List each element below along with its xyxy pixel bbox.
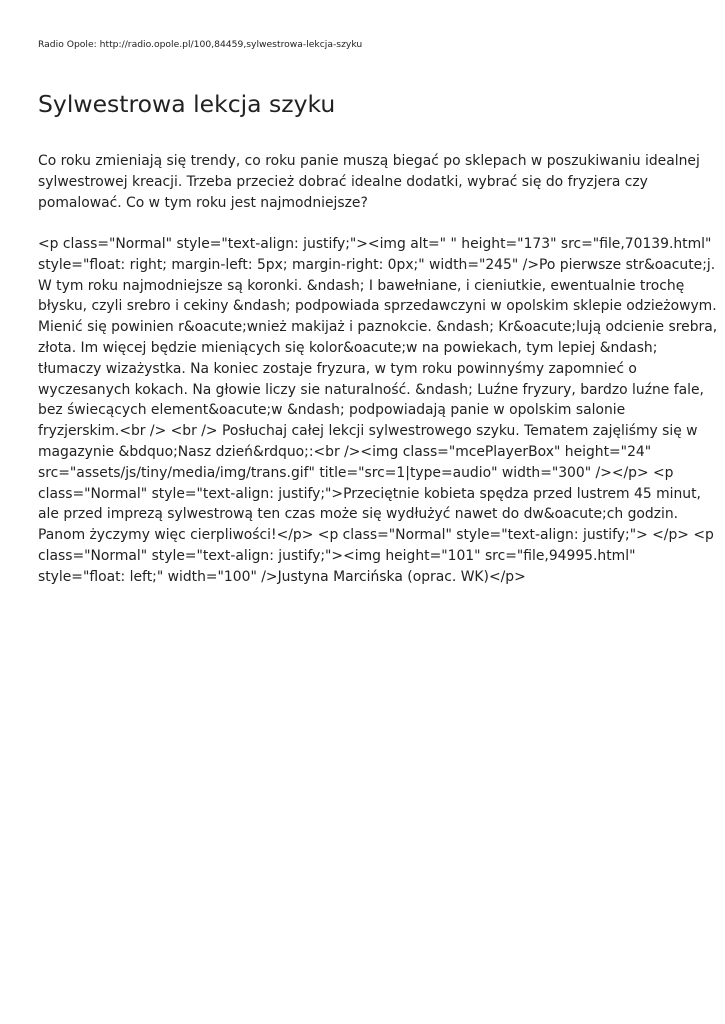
body-line: magazynie &bdquo;Nasz dzień&rdquo;:<br /><img class="mcePlayerBox" height="24" — [38, 443, 652, 460]
body-line: Mienić się powinien r&oacute;wnież makijaż i paznokcie. &ndash; Kr&oacute;lują odcienie srebra, — [38, 319, 718, 336]
body-line: tłumaczy wizażystka. Na koniec zostaje fryzura, w tym roku powinnyśmy zapomnieć o — [38, 360, 637, 377]
body-line: W tym roku najmodniejsze są koronki. &ndash; I bawełniane, i cieniutkie, ewentualnie trochę — [38, 277, 685, 294]
body-line: <p class="Normal" style="text-align: justify;"><img alt=" " height="173" src="file,70139.html" — [38, 236, 712, 252]
body-line: class="Normal" style="text-align: justify;">Przeciętnie kobieta spędza przed lustrem 45 minut, — [38, 485, 701, 502]
body-line: Panom życzymy więc cierpliwości!</p> <p class="Normal" style="text-align: justify;"> </p> <p — [38, 527, 714, 544]
body-line: src="assets/js/tiny/media/img/trans.gif" title="src=1|type=audio" width="300" /></p> <p — [38, 464, 674, 481]
body-line: ale przed imprezą sylwestrową ten czas może się wydłużyć nawet do dw&oacute;ch godzin. — [38, 506, 679, 523]
body-line: błysku, czyli srebro i cekiny &ndash; podpowiada sprzedawczyni w opolskim sklepie odzieżowym. — [38, 298, 717, 315]
lead-line: Co roku zmieniają się trendy, co roku panie muszą biegać po sklepach w poszukiwaniu idealnej — [38, 153, 700, 169]
body-line: wyczesanych kokach. Na głowie liczy sie naturalność. &ndash; Luźne fryzury, bardzo luźne fale, — [38, 381, 704, 398]
lead-line: sylwestrowej kreacji. Trzeba przecież dobrać idealne dodatki, wybrać się do fryzjera czy — [38, 173, 648, 190]
article-lead — [38, 151, 700, 213]
article-title: Sylwestrowa lekcja szyku — [38, 90, 336, 118]
body-line: złota. Im więcej będzie mieniących się kolor&oacute;w na powiekach, tym lepiej &ndash; — [38, 339, 658, 356]
body-line: bez świecących element&oacute;w &ndash; podpowiadają panie w opolskim salonie — [38, 402, 626, 419]
body-line: class="Normal" style="text-align: justify;"><img height="101" src="file,94995.html" — [38, 547, 636, 564]
lead-line: pomalować. Co w tym roku jest najmodniejsze? — [38, 194, 368, 211]
body-line: style="float: left;" width="100" />Justyna Marcińska (oprac. WK)</p> — [38, 568, 526, 585]
body-line: fryzjerskim.<br /> <br /> Posłuchaj całej lekcji sylwestrowego szyku. Tematem zajęliśmy się w — [38, 423, 698, 440]
source-url-line: Radio Opole: http://radio.opole.pl/100,84459,sylwestrowa-lekcja-szyku — [38, 39, 363, 50]
article-body — [38, 234, 718, 588]
body-line: style="float: right; margin-left: 5px; margin-right: 0px;" width="245" />Po pierwsze str&oacute;j. — [38, 256, 716, 273]
